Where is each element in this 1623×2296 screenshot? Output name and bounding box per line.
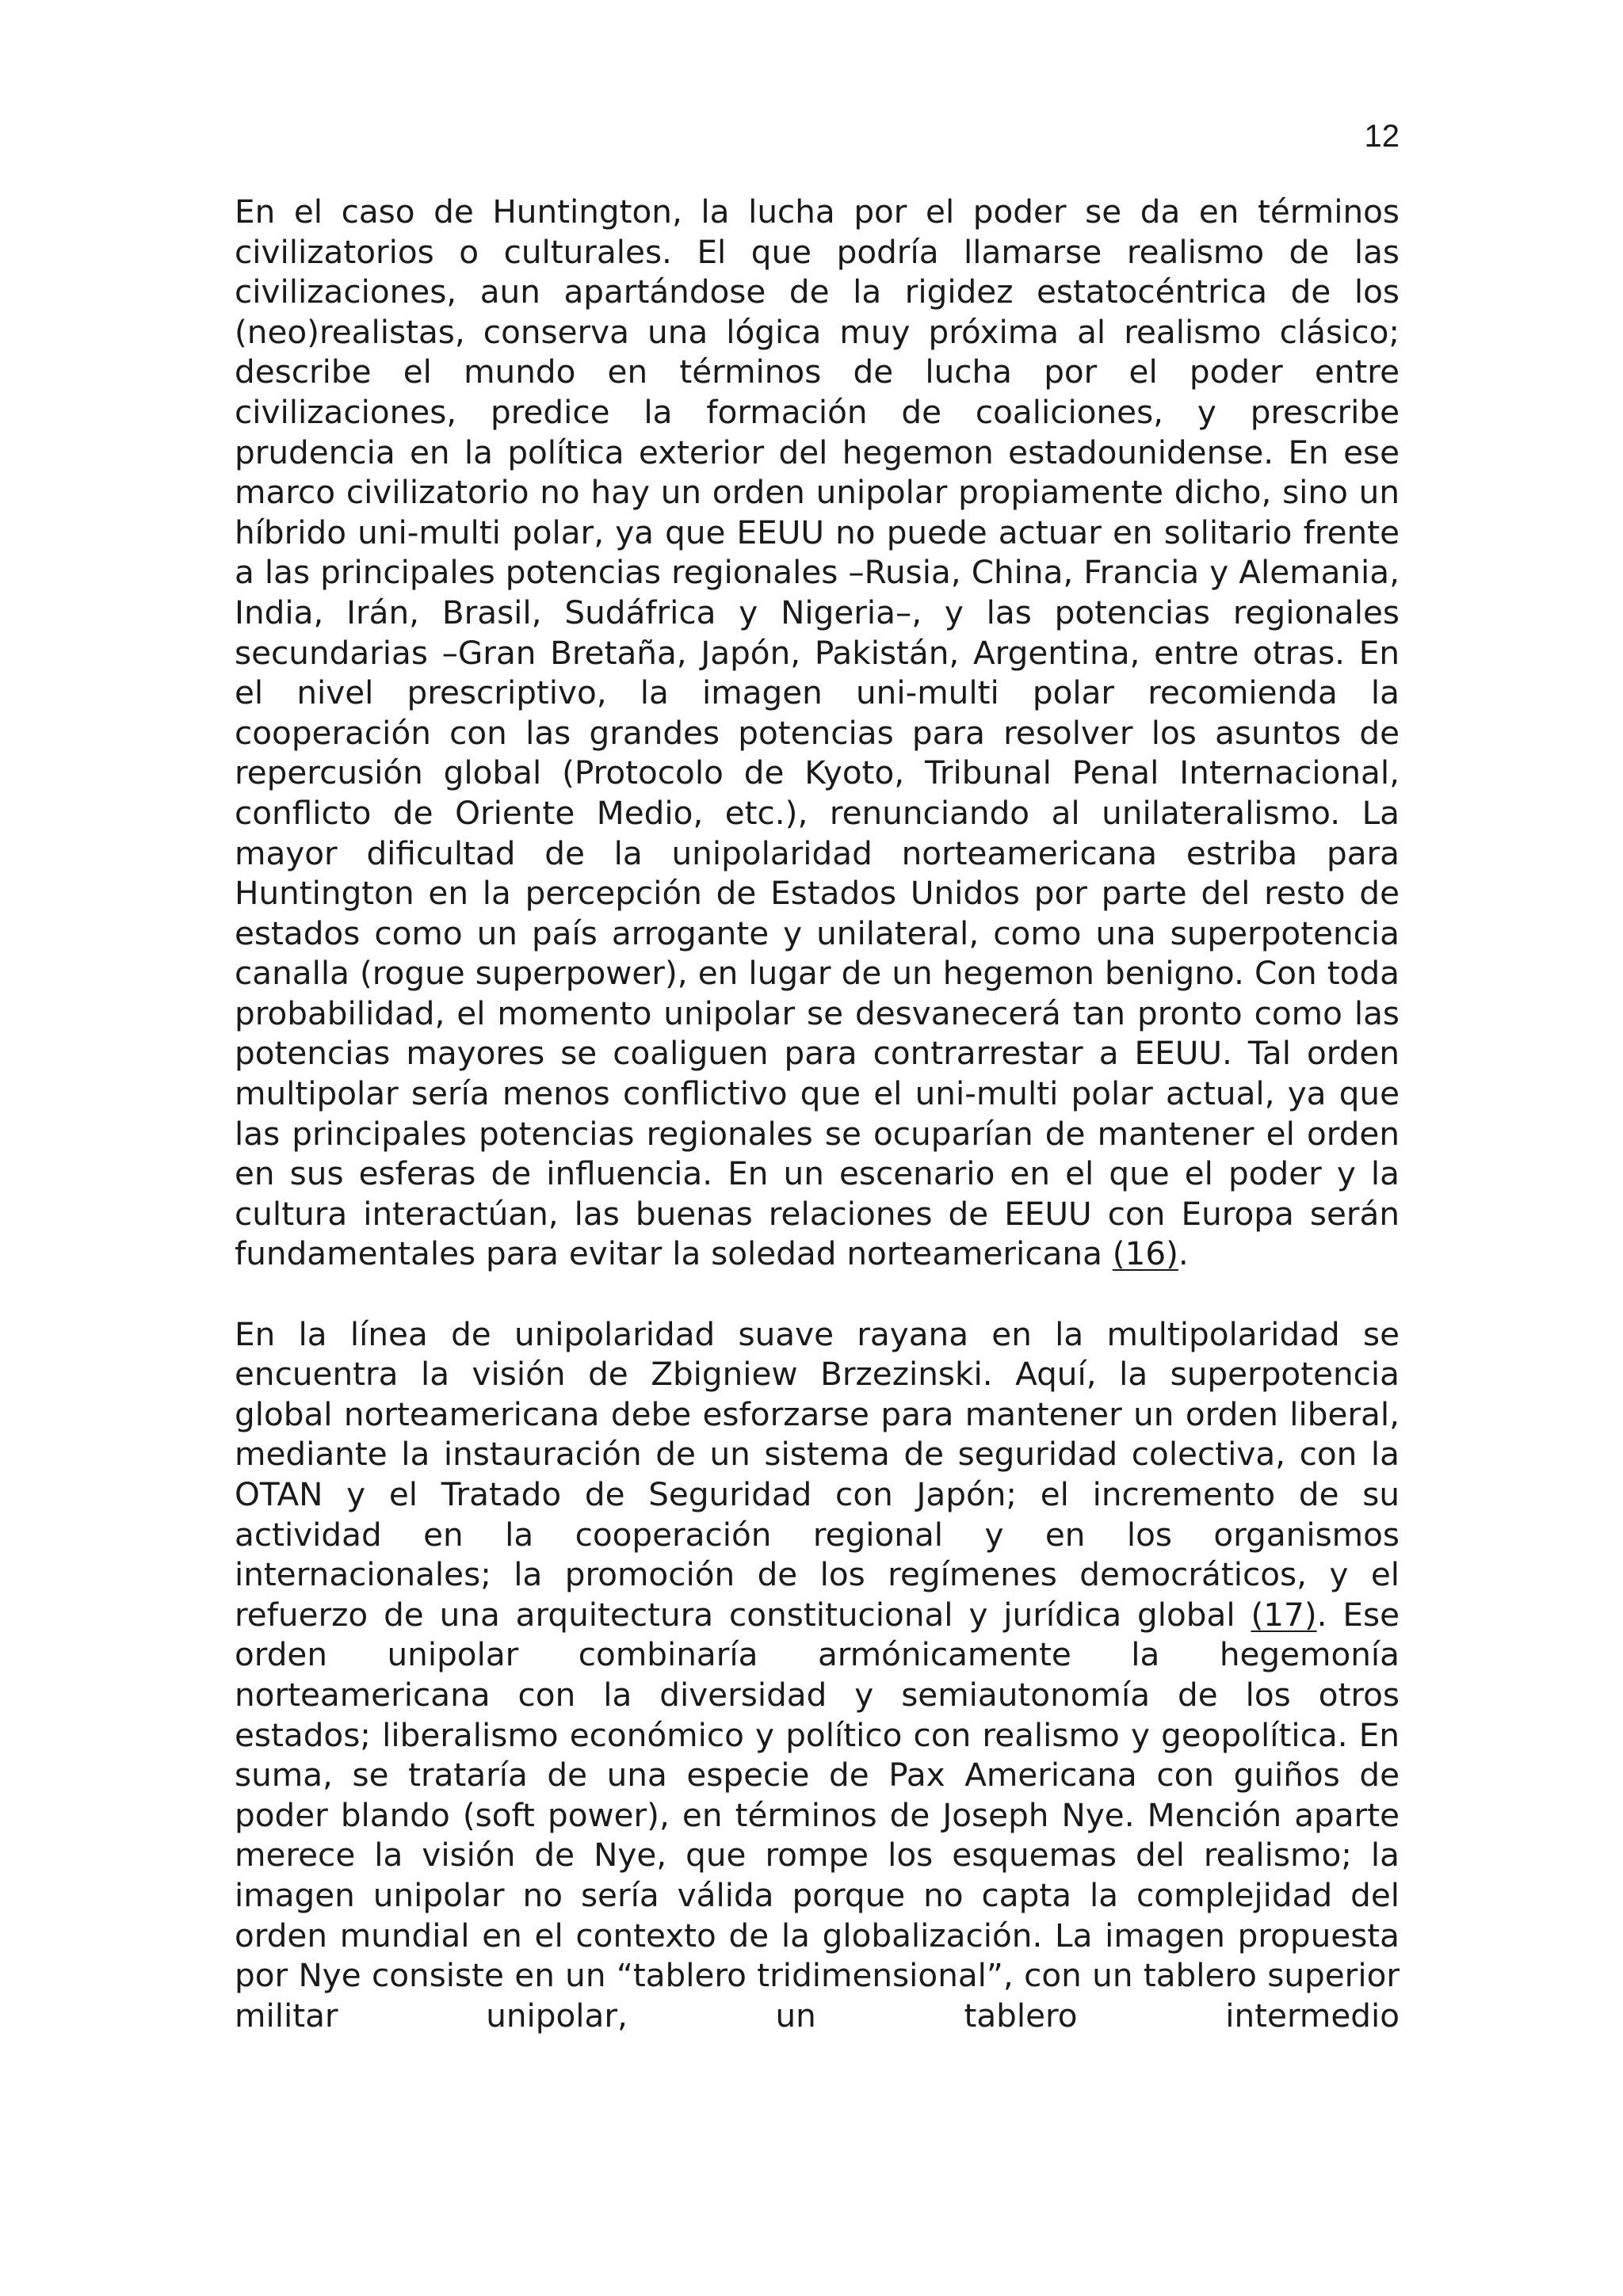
paragraph-text: En el caso de Huntington, la lucha por el poder se da en términos civilizatorios o culturales. El que podría llamarse realismo de las civilizaciones, aun apartándose de la rigidez estatocéntrica de los (neo)realistas, conserva una lógica muy próxima al realismo clásico; describe el mundo en términos de lucha por el poder entre civilizaciones, predice la formación de coaliciones, y prescribe prudencia en la política exterior del hegemon estadounidense. En ese marco civilizatorio no hay un orden unipolar propiamente dicho, sino un híbrido uni-multi polar, ya que EEUU no puede actuar en solitario frente a las principales potencias regionales –Rusia, China, Francia y Alemania, India, Irán, Brasil, Sudáfrica y Nigeria–, y las potencias regionales secundarias –Gran Bretaña, Japón, Pakistán, Argentina, entre otras. En el nivel prescriptivo, la imagen uni-multi polar recomienda la cooperación con las grandes potencias para resolver los asuntos de repercusión global (Protocolo de Kyoto, Tribunal Penal Internacional, conflicto de Oriente Medio, etc.), renunciando al unilateralismo. La mayor dificultad de la unipolaridad norteamericana estriba para Huntington en la percepción de Estados Unidos por parte del resto de estados como un país arrogante y unilateral, como una superpotencia canalla (rogue superpower), en lugar de un hegemon benigno. Con toda probabilidad, el momento unipolar se desvanecerá tan pronto como las potencias mayores se coaliguen para contrarrestar a EEUU. Tal orden multipolar sería menos conflictivo que el uni-multi polar actual, ya que las principales potencias regionales se ocuparían de mantener el orden en sus esferas de influencia. En un escenario en el que el poder y la cultura interactúan, las buenas relaciones de EEUU con Europa serán fundamentales para evitar la soledad norteamericana — [235, 193, 1400, 1273]
footnote-link-16[interactable]: (16) — [1112, 1234, 1178, 1273]
footnote-link-17[interactable]: (17) — [1251, 1595, 1317, 1634]
paragraph-text-end: . Ese orden unipolar combinaría armónicamente la hegemonía norteamericana con la diversidad y semiautonomía de los otros estados; liberalismo económico y político con realismo y geopolítica. En suma, se trataría de una especie de Pax Americana con guiños de poder blando (soft power), en términos de Joseph Nye. Mención aparte merece la visión de Nye, que rompe los esquemas del realismo; la imagen unipolar no sería válida porque no capta la complejidad del orden mundial en el contexto de la globalización. La imagen propuesta por Nye consiste en un “tablero tridimensional”, con un tablero superior militar unipolar, un tablero intermedio — [235, 1595, 1400, 2035]
body-text — [235, 192, 1400, 2035]
paragraph-text-end: . — [1178, 1234, 1189, 1273]
paragraph-brzezinski — [235, 1314, 1400, 2036]
page-number: 12 — [1364, 119, 1400, 154]
paragraph-huntington — [235, 192, 1400, 1274]
paragraph-text: En la línea de unipolaridad suave rayana en la multipolaridad se encuentra la visión de Zbigniew Brzezinski. Aquí, la superpotencia global norteamericana debe esforzarse para mantener un orden liberal, mediante la instauración de un sistema de seguridad colectiva, con la OTAN y el Tratado de Seguridad con Japón; el incremento de su actividad en la cooperación regional y en los organismos internacionales; la promoción de los regímenes democráticos, y el refuerzo de una arquitectura constitucional y jurídica global — [235, 1314, 1400, 1634]
